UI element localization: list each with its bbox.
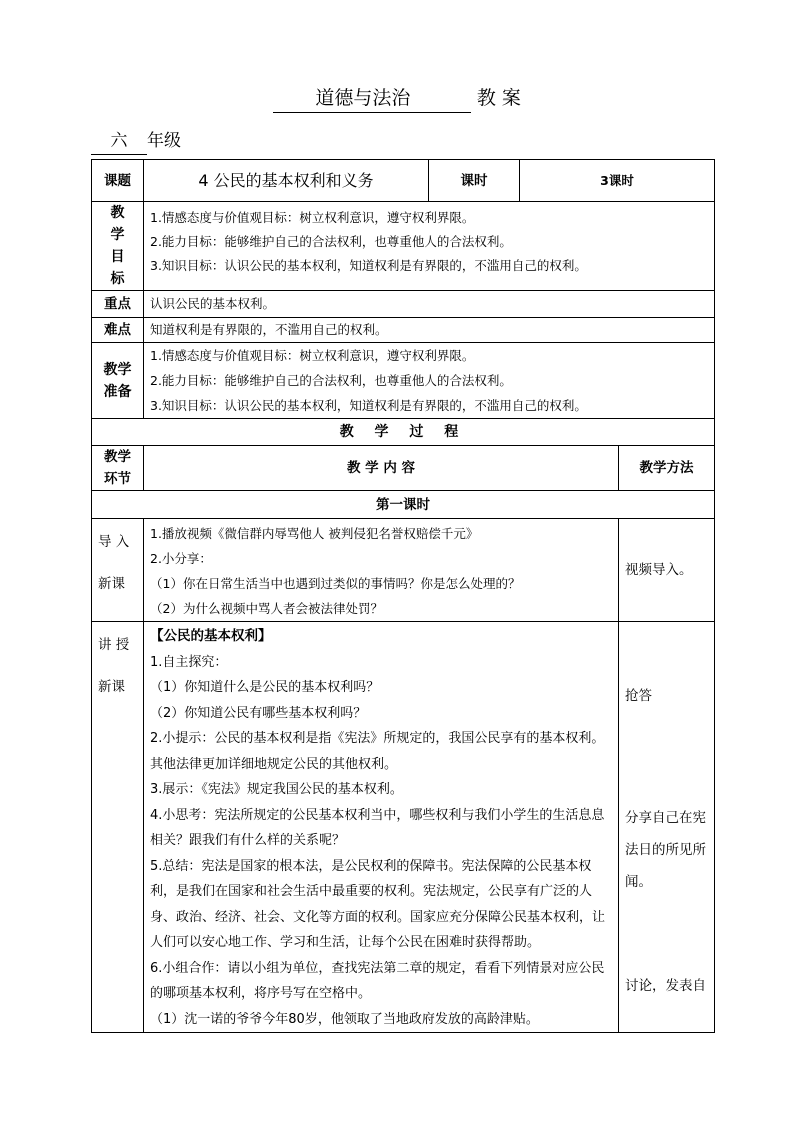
preparation-label: 教学准备 <box>92 343 144 419</box>
objective-item: 1.情感态度与价值观目标：树立权利意识，遵守权利界限。 <box>150 210 475 225</box>
intro-method: 视频导入。 <box>619 519 715 622</box>
preparation-item: 3.知识目标：认识公民的基本权利，知道权利是有界限的，不滥用自己的权利。 <box>150 398 587 413</box>
teach-row <box>92 622 715 1033</box>
intro-line: 1.播放视频《微信群内辱骂他人 被判侵犯名誉权赔偿千元》 <box>150 526 479 541</box>
intro-line: 2.小分享： <box>150 551 212 566</box>
objectives-row <box>92 202 715 291</box>
grade-line <box>91 128 181 155</box>
method-col-header: 教学方法 <box>619 446 715 491</box>
objectives-label: 教学目标 <box>92 202 144 291</box>
intro-line: （1）你在日常生活当中也遇到过类似的事情吗？你是怎么处理的？ <box>150 576 521 591</box>
teach-line: 3.展示：《宪法》规定我国公民的基本权利。 <box>150 782 403 797</box>
teach-heading: 【公民的基本权利】 <box>150 628 272 644</box>
preparation-content <box>144 343 715 419</box>
objective-item: 2.能力目标：能够维护自己的合法权利，也尊重他人的合法权利。 <box>150 234 512 249</box>
difficulty-label: 难点 <box>92 318 144 343</box>
preparation-row <box>92 343 715 419</box>
doc-type: 教 案 <box>476 87 521 109</box>
teach-line: 5.总结：宪法是国家的根本法，是公民权利的保障书。宪法保障的公民基本权利，是我们在国家和社会生活中最重要的权利。宪法规定，公民享有广泛的人身、政治、经济、社会、文化等方面的权利。国家应充分保障公民基本权利，让人们可以安心地工作、学习和生活，让每个公民在困难时获得帮助。 <box>150 858 606 950</box>
key-point-label: 重点 <box>92 291 144 318</box>
teach-stage: 讲 授 新课 <box>92 622 144 1033</box>
intro-stage: 导 入 新课 <box>92 519 144 622</box>
teach-content <box>144 622 619 1033</box>
grade-label: 年级 <box>147 131 181 151</box>
teach-method-share: 分享自己在宪法日的所见所闻。 <box>625 810 706 890</box>
teach-line: （2）你知道公民有哪些基本权利吗？ <box>150 705 367 721</box>
lesson-one-row <box>92 491 715 519</box>
preparation-item: 1.情感态度与价值观目标：树立权利意识，遵守权利界限。 <box>150 348 475 363</box>
teach-line: 2.小提示：公民的基本权利是指《宪法》所规定的，我国公民享有的基本权利。其他法律更加详细地规定公民的其他权利。 <box>150 731 605 772</box>
teach-methods <box>619 622 715 1033</box>
topic-label: 课题 <box>92 160 144 202</box>
objective-item: 3.知识目标：认识公民的基本权利，知道权利是有界限的，不滥用自己的权利。 <box>150 258 587 273</box>
teach-line: 1.自主探究： <box>150 654 228 670</box>
key-point-text: 认识公民的基本权利。 <box>144 291 715 318</box>
subject-name: 道德与法治 <box>273 84 471 113</box>
intro-content <box>144 519 619 622</box>
key-point-row <box>92 291 715 318</box>
lesson-one-label: 第一课时 <box>92 491 715 519</box>
content-col-header: 教 学 内 容 <box>144 446 619 491</box>
objectives-content <box>144 202 715 291</box>
teach-method-discuss: 讨论，发表自 <box>625 978 706 994</box>
intro-row <box>92 519 715 622</box>
grade-value: 六 <box>91 128 147 155</box>
topic-value: 4 公民的基本权利和义务 <box>144 160 429 202</box>
teach-line: （1）沈一诺的爷爷今年80岁，他领取了当地政府发放的高龄津贴。 <box>150 1011 539 1027</box>
topic-row <box>92 160 715 202</box>
difficulty-row <box>92 318 715 343</box>
period-label: 课时 <box>429 160 520 202</box>
stage-col-header: 教学环节 <box>92 446 144 491</box>
difficulty-text: 知道权利是有界限的，不滥用自己的权利。 <box>144 318 715 343</box>
teach-method-answer: 抢答 <box>625 688 652 704</box>
lesson-plan-table <box>91 159 715 1033</box>
teach-line: 6.小组合作：请以小组为单位，查找宪法第二章的规定，看看下列情景对应公民的哪项基本权利，将序号写在空格中。 <box>150 960 605 1001</box>
process-title: 教 学 过 程 <box>92 419 715 446</box>
intro-line: （2）为什么视频中骂人者会被法律处罚？ <box>150 601 383 616</box>
document-title <box>0 84 794 113</box>
process-title-row <box>92 419 715 446</box>
process-header-row <box>92 446 715 491</box>
teach-line: 4.小思考：宪法所规定的公民基本权利当中，哪些权利与我们小学生的生活息息相关？跟我们有什么样的关系呢？ <box>150 807 605 848</box>
preparation-item: 2.能力目标：能够维护自己的合法权利，也尊重他人的合法权利。 <box>150 373 512 388</box>
period-value: 3课时 <box>520 160 715 202</box>
teach-line: （1）你知道什么是公民的基本权利吗？ <box>150 680 380 695</box>
